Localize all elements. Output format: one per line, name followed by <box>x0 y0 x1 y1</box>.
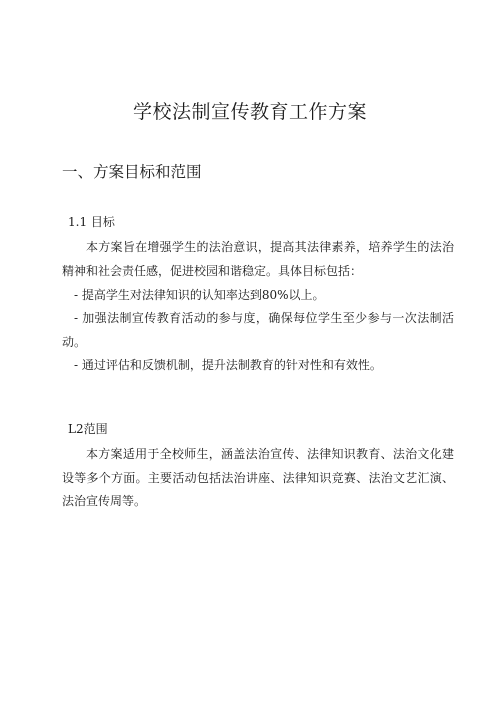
section-heading-goals-scope: 一、方案目标和范围 <box>62 163 202 181</box>
goal-bullet-2: - 加强法制宣传教育活动的参与度，确保每位学生至少参与一次法制活动。 <box>62 311 454 349</box>
document-title: 学校法制宣传教育工作方案 <box>132 101 367 123</box>
goals-intro-paragraph: 本方案旨在增强学生的法治意识，提高其法律素养，培养学生的法治精神和社会责任感，促进校园和谐稳定。具体目标包括： <box>62 240 454 278</box>
goal-bullet-1: - 提高学生对法律知识的认知率达到80%以上。 <box>74 288 325 302</box>
goal-bullet-3: - 通过评估和反馈机制，提升法制教育的针对性和有效性。 <box>74 358 382 372</box>
scope-paragraph: 本方案适用于全校师生，涵盖法治宣传、法律知识教育、法治文化建设等多个方面。主要活动包括法治讲座、法律知识竞赛、法治文艺汇演、法治宣传周等。 <box>62 447 454 508</box>
subsection-heading-scope: L2范围 <box>68 422 108 436</box>
subsection-heading-goals: 1.1 目标 <box>68 215 115 229</box>
